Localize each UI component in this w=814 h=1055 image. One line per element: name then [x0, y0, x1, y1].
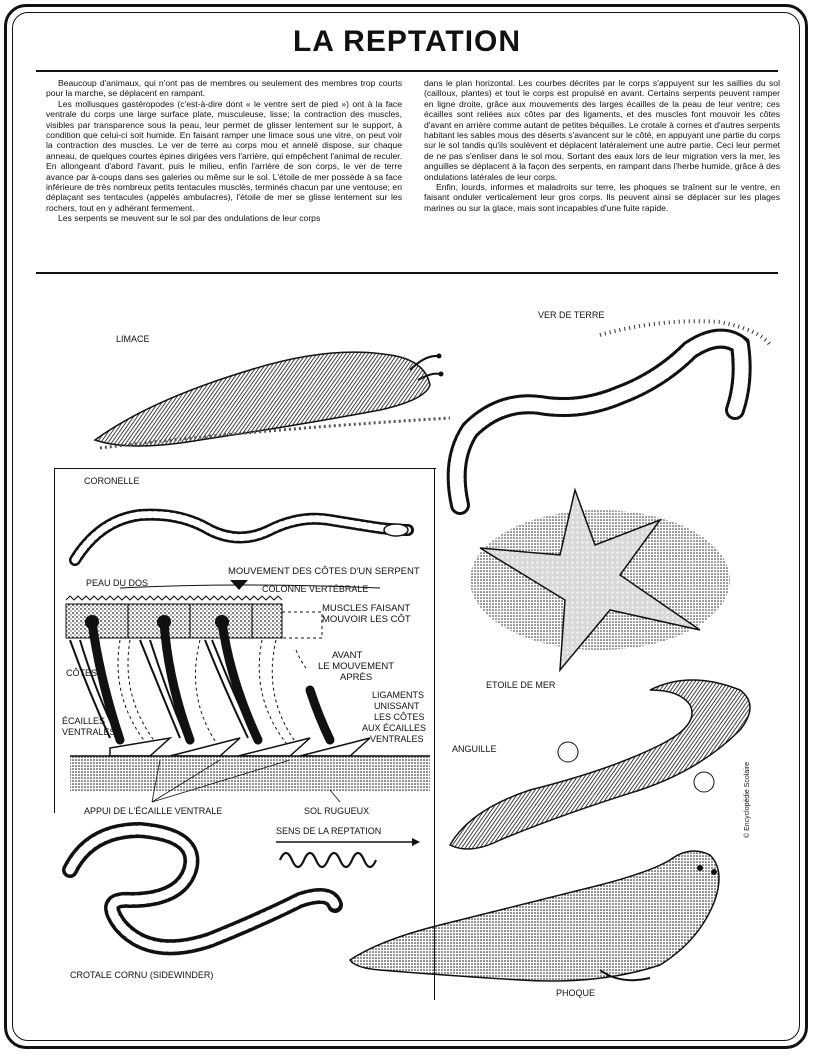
- eel-illustration: [450, 680, 750, 849]
- label-ligaments-2: UNISSANT: [374, 701, 420, 711]
- label-sens: SENS DE LA REPTATION: [276, 826, 382, 836]
- label-phoque: PHOQUE: [556, 988, 596, 998]
- diagram-box-left: [54, 468, 55, 813]
- label-ecailles-1: ÉCAILLES: [62, 716, 106, 726]
- label-ligaments-3: LES CÔTES: [374, 712, 425, 722]
- paragraph: Enfin, lourds, informes et maladroits sur terre, les phoques se traînent sur le ventre, en faisant onduler verticalement leur gros corps. Ils peuvent ainsi se déplacer sur les plages marines ou sur la glace, mais sont incapables d'une fuite rapide.: [424, 182, 780, 213]
- page-title: LA REPTATION: [292, 25, 522, 58]
- label-coronelle: CORONELLE: [84, 476, 140, 486]
- copyright: © Encyclopédie Scolaire: [744, 762, 751, 838]
- label-ecailles-2: VENTRALES: [62, 727, 116, 737]
- label-ligaments-5: VENTRALES: [370, 734, 424, 744]
- column-divider: [434, 468, 435, 1000]
- label-cotes: CÔTES: [66, 668, 98, 678]
- label-ligaments-4: AUX ÉCAILLES: [362, 723, 427, 733]
- paragraph: dans le plan horizontal. Les courbes décrites par le corps s'appuyent sur les saillies du sol (cailloux, plantes) et tout le corps est propulsé en avant. Certains serpents peuvent ramper en ligne droite, grâce aux mouvements des larges écailles de la peau de leur ventre; ces écailles sont reliées aux côtes par des ligaments, et des muscles font mouvoir les côtes d'avant en arrière comme autant de petites béquilles. Le crotale à cornes et d'autres serpents habitant les sables mous des déserts s'avancent sur le côté, en appuyant une partie du corps sur le sol tandis qu'ils soulèvent et déplacent latéralement une autre partie. Ceci leur permet de ne pas s'enliser dans le sol mou. Sortant des eaux lors de leur migration vers la mer, les anguilles se déplacent à la façon des serpents, en rampant dans l'herbe humide, grâce à des ondulations latérales de leur corps.: [424, 78, 780, 182]
- label-ver-de-terre: VER DE TERRE: [538, 310, 605, 320]
- seal-illustration: [350, 851, 719, 981]
- earthworm-illustration: [457, 321, 770, 505]
- label-appui: APPUI DE L'ÉCAILLE VENTRALE: [84, 806, 223, 816]
- label-ligaments-1: LIGAMENTS: [372, 690, 425, 700]
- label-anguille: ANGUILLE: [452, 744, 497, 754]
- label-colonne: COLONNE VERTÉBRALE: [262, 584, 369, 594]
- sidewinder-illustration: [70, 830, 335, 947]
- label-muscles-1: MUSCLES FAISANT: [322, 603, 411, 614]
- label-le-mouvement: LE MOUVEMENT: [318, 661, 395, 672]
- label-crotale: CROTALE CORNU (SIDEWINDER): [70, 970, 214, 980]
- label-avant: AVANT: [332, 650, 363, 661]
- diagram-box-top: [54, 468, 436, 469]
- coronelle-illustration: [75, 515, 408, 560]
- diagram-title: MOUVEMENT DES CÔTES D'UN SERPENT: [228, 566, 420, 577]
- starfish-illustration: [470, 490, 730, 670]
- paragraph: Les serpents se meuvent sur le sol par des ondulations de leur corps: [58, 213, 321, 224]
- label-apres: APRÈS: [340, 672, 373, 683]
- label-etoile-de-mer: ETOILE DE MER: [486, 680, 556, 690]
- label-limace: LIMACE: [116, 334, 150, 344]
- label-peau-du-dos: PEAU DU DOS: [86, 578, 149, 588]
- paragraph: Beaucoup d'animaux, qui n'ont pas de membres ou seulement des membres trop courts pour la marche, se déplacent en rampant.: [46, 78, 402, 99]
- paragraph: Les mollusques gastéropodes (c'est-à-dire dont « le ventre sert de pied ») ont à la face ventrale du corps une large surface plate, musculeuse, lisse; la contraction des muscles, visibles par transparence sous la peau, leur permet de glisser lentement sur le support, à condition que celui-ci soit humide. En faisant ramper une limace sous une vitre, on peut voir la contraction des muscles. Le ver de terre au corps mou et annelé dispose, sur chaque anneau, de quelques courtes épines dirigées vers l'arrière, qui empêchent l'animal de reculer. En allongeant d'abord l'avant, puis le milieu, enfin l'arrière de son corps, le ver de terre avance par à-coups dans ses galeries ou même sur le sol. L'étoile de mer possède à sa face inférieure de très nombreux petits tentacules musclés, terminés chacun par une ventouse; en déplaçant ses tentacules (appelés ambulacres), l'étoile de mer se glisse lentement sur les rochers, tout en y adhérant fermement.: [46, 98, 402, 213]
- slug-illustration: [95, 352, 450, 448]
- label-muscles-2: MOUVOIR LES CÔT: [322, 614, 411, 625]
- label-sol-rugueux: SOL RUGUEUX: [304, 806, 370, 816]
